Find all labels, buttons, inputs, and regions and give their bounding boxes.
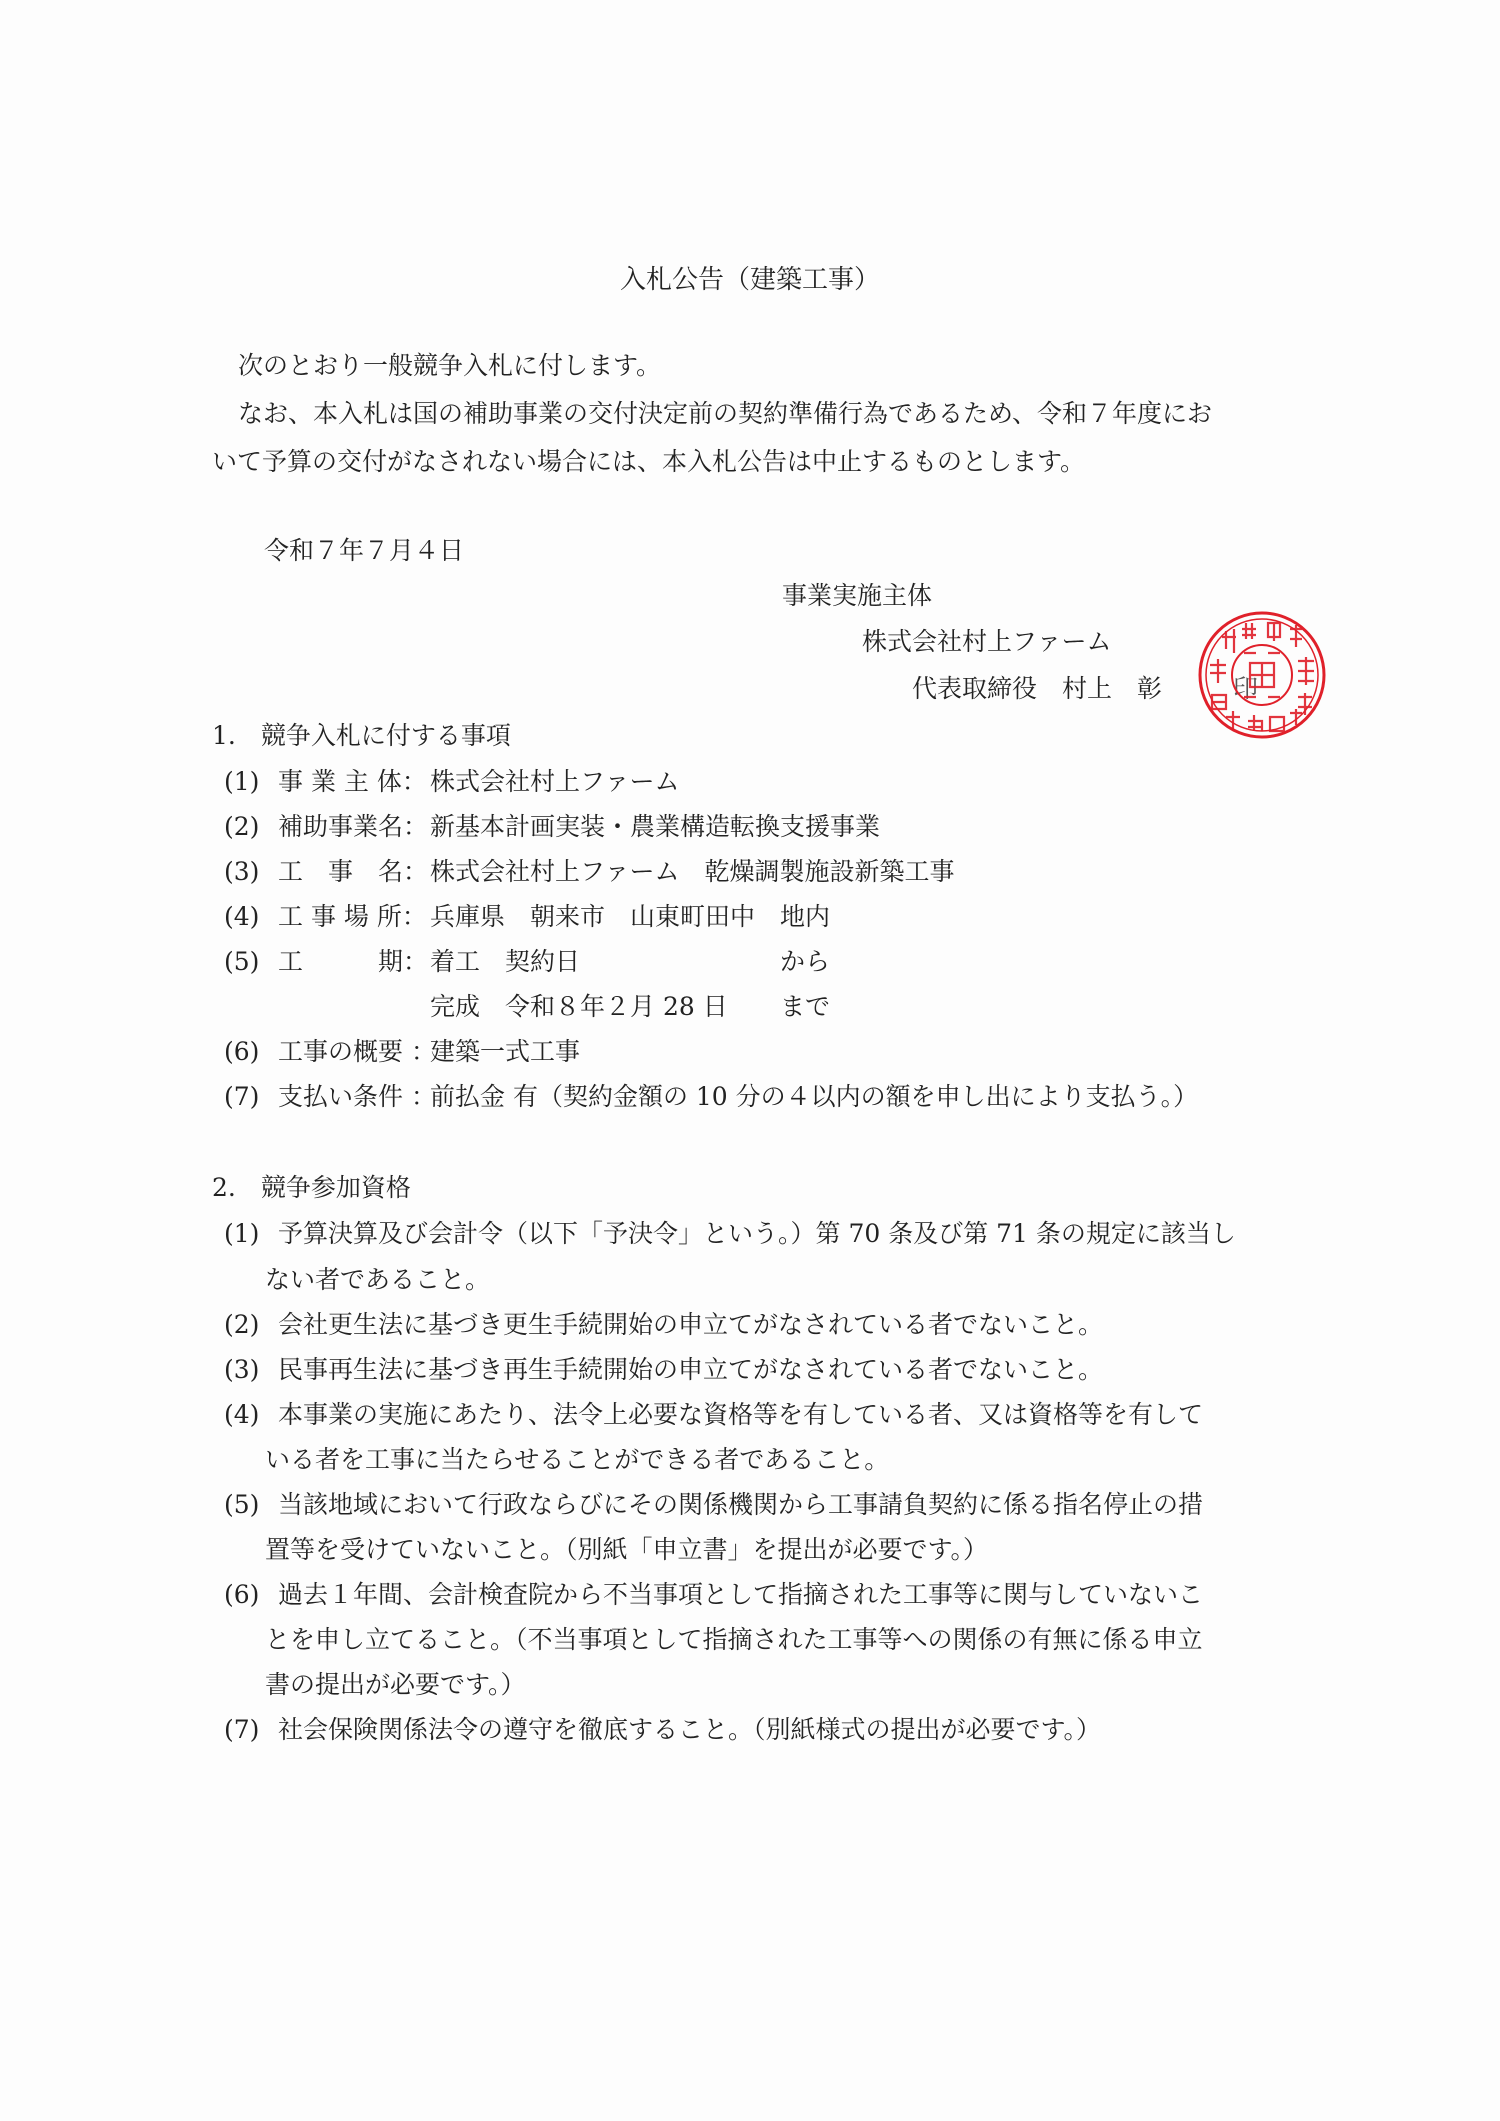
item-label: 工 事 名： [278, 857, 429, 886]
item-number: (1) [224, 1219, 260, 1248]
item-line: 本事業の実施にあたり、法令上必要な資格等を有している者、又は資格等を有して [278, 1400, 1204, 1429]
item-label: 事 業 主 体： [278, 767, 427, 796]
item-line: 会社更生法に基づき更生手続開始の申立てがなされている者でないこと。 [278, 1310, 1104, 1339]
item-suffix: から [780, 947, 831, 976]
item-number: (2) [224, 812, 260, 841]
s1-item-5 [224, 945, 830, 979]
item-value: 着工 契約日 [430, 947, 581, 976]
item-number: (3) [224, 1355, 260, 1384]
item-label: 工 事 場 所： [278, 902, 427, 931]
s2-item-6-line-3: 書の提出が必要です。） [265, 1670, 526, 1699]
item-line: 予算決算及び会計令（以下「予決令」という。）第 70 条及び第 71 条の規定に該当し [278, 1219, 1236, 1248]
s2-item-1 [224, 1217, 1236, 1251]
intro-line-2: なお、本入札は国の補助事業の交付決定前の契約準備行為であるため、令和７年度にお [238, 399, 1213, 428]
issuer-representative: 代表取締役 村上 彰 [912, 674, 1163, 703]
seal-mark: 印 [1233, 674, 1259, 703]
intro-line-1: 次のとおり一般競争入札に付します。 [238, 351, 662, 380]
item-number: (1) [224, 767, 260, 796]
s2-item-5-line-2: 置等を受けていないこと。（別紙「申立書」を提出が必要です。） [265, 1535, 989, 1564]
item-number: (6) [224, 1037, 260, 1066]
company-seal-icon [1196, 609, 1328, 741]
item-number: (3) [224, 857, 260, 886]
item-value: 株式会社村上ファーム 乾燥調製施設新築工事 [430, 857, 955, 886]
item-label: 工 期： [278, 947, 429, 976]
item-label: 工事の概要 ： [278, 1037, 436, 1066]
item-number: (7) [224, 1715, 260, 1744]
item-number: (4) [224, 1400, 260, 1429]
item-value: 前払金 有（契約金額の 10 分の４以内の額を申し出により支払う。） [430, 1082, 1199, 1111]
s2-item-5 [224, 1488, 1203, 1522]
item-number: (2) [224, 1310, 260, 1339]
s1-item-1 [224, 765, 680, 799]
section-1-heading: 1. 競争入札に付する事項 [212, 721, 511, 750]
s2-item-7 [224, 1713, 1101, 1747]
item-value: 建築一式工事 [430, 1037, 581, 1066]
s1-item-7 [224, 1080, 1198, 1114]
issuer-role: 事業実施主体 [782, 581, 933, 610]
item-number: (7) [224, 1082, 260, 1111]
item-number: (4) [224, 902, 260, 931]
item-label: 補助事業名： [278, 812, 429, 841]
s2-item-2 [224, 1308, 1103, 1342]
intro-line-3: いて予算の交付がなされない場合には、本入札公告は中止するものとします。 [212, 447, 1086, 476]
item-line: 社会保険関係法令の遵守を徹底すること。（別紙様式の提出が必要です。） [278, 1715, 1102, 1744]
item-value: 株式会社村上ファーム [430, 767, 680, 796]
s1-item-5-cont [224, 990, 830, 1024]
s2-item-1-line-2: ない者であること。 [265, 1265, 491, 1294]
item-line: 過去１年間、会計検査院から不当事項として指摘された工事等に関与していないこ [278, 1580, 1204, 1609]
announcement-date: 令和７年７月４日 [264, 536, 465, 565]
s1-item-6 [224, 1035, 580, 1069]
item-number: (6) [224, 1580, 260, 1609]
document-title: 入札公告（建築工事） [619, 265, 880, 295]
issuer-company: 株式会社村上ファーム [862, 627, 1112, 656]
item-line: 当該地域において行政ならびにその関係機関から工事請負契約に係る指名停止の措 [278, 1490, 1204, 1519]
item-number: (5) [224, 1490, 260, 1519]
s1-item-3 [224, 855, 955, 889]
s2-item-6 [224, 1578, 1203, 1612]
item-line: 民事再生法に基づき再生手続開始の申立てがなされている者でないこと。 [278, 1355, 1104, 1384]
s1-item-2 [224, 810, 880, 844]
s2-item-6-line-2: とを申し立てること。（不当事項として指摘された工事等への関係の有無に係る申立 [265, 1625, 1203, 1654]
item-label: 支払い条件 ： [278, 1082, 436, 1111]
s2-item-3 [224, 1353, 1103, 1387]
s1-item-4 [224, 900, 830, 934]
item-number: (5) [224, 947, 260, 976]
item-value: 完成 令和８年２月 28 日 [430, 992, 728, 1021]
section-2-heading: 2. 競争参加資格 [212, 1173, 411, 1202]
item-value: 兵庫県 朝来市 山東町田中 地内 [430, 902, 831, 931]
item-suffix: まで [780, 992, 831, 1021]
item-value: 新基本計画実装・農業構造転換支援事業 [430, 812, 881, 841]
s2-item-4-line-2: いる者を工事に当たらせることができる者であること。 [265, 1445, 890, 1474]
s2-item-4 [224, 1398, 1203, 1432]
